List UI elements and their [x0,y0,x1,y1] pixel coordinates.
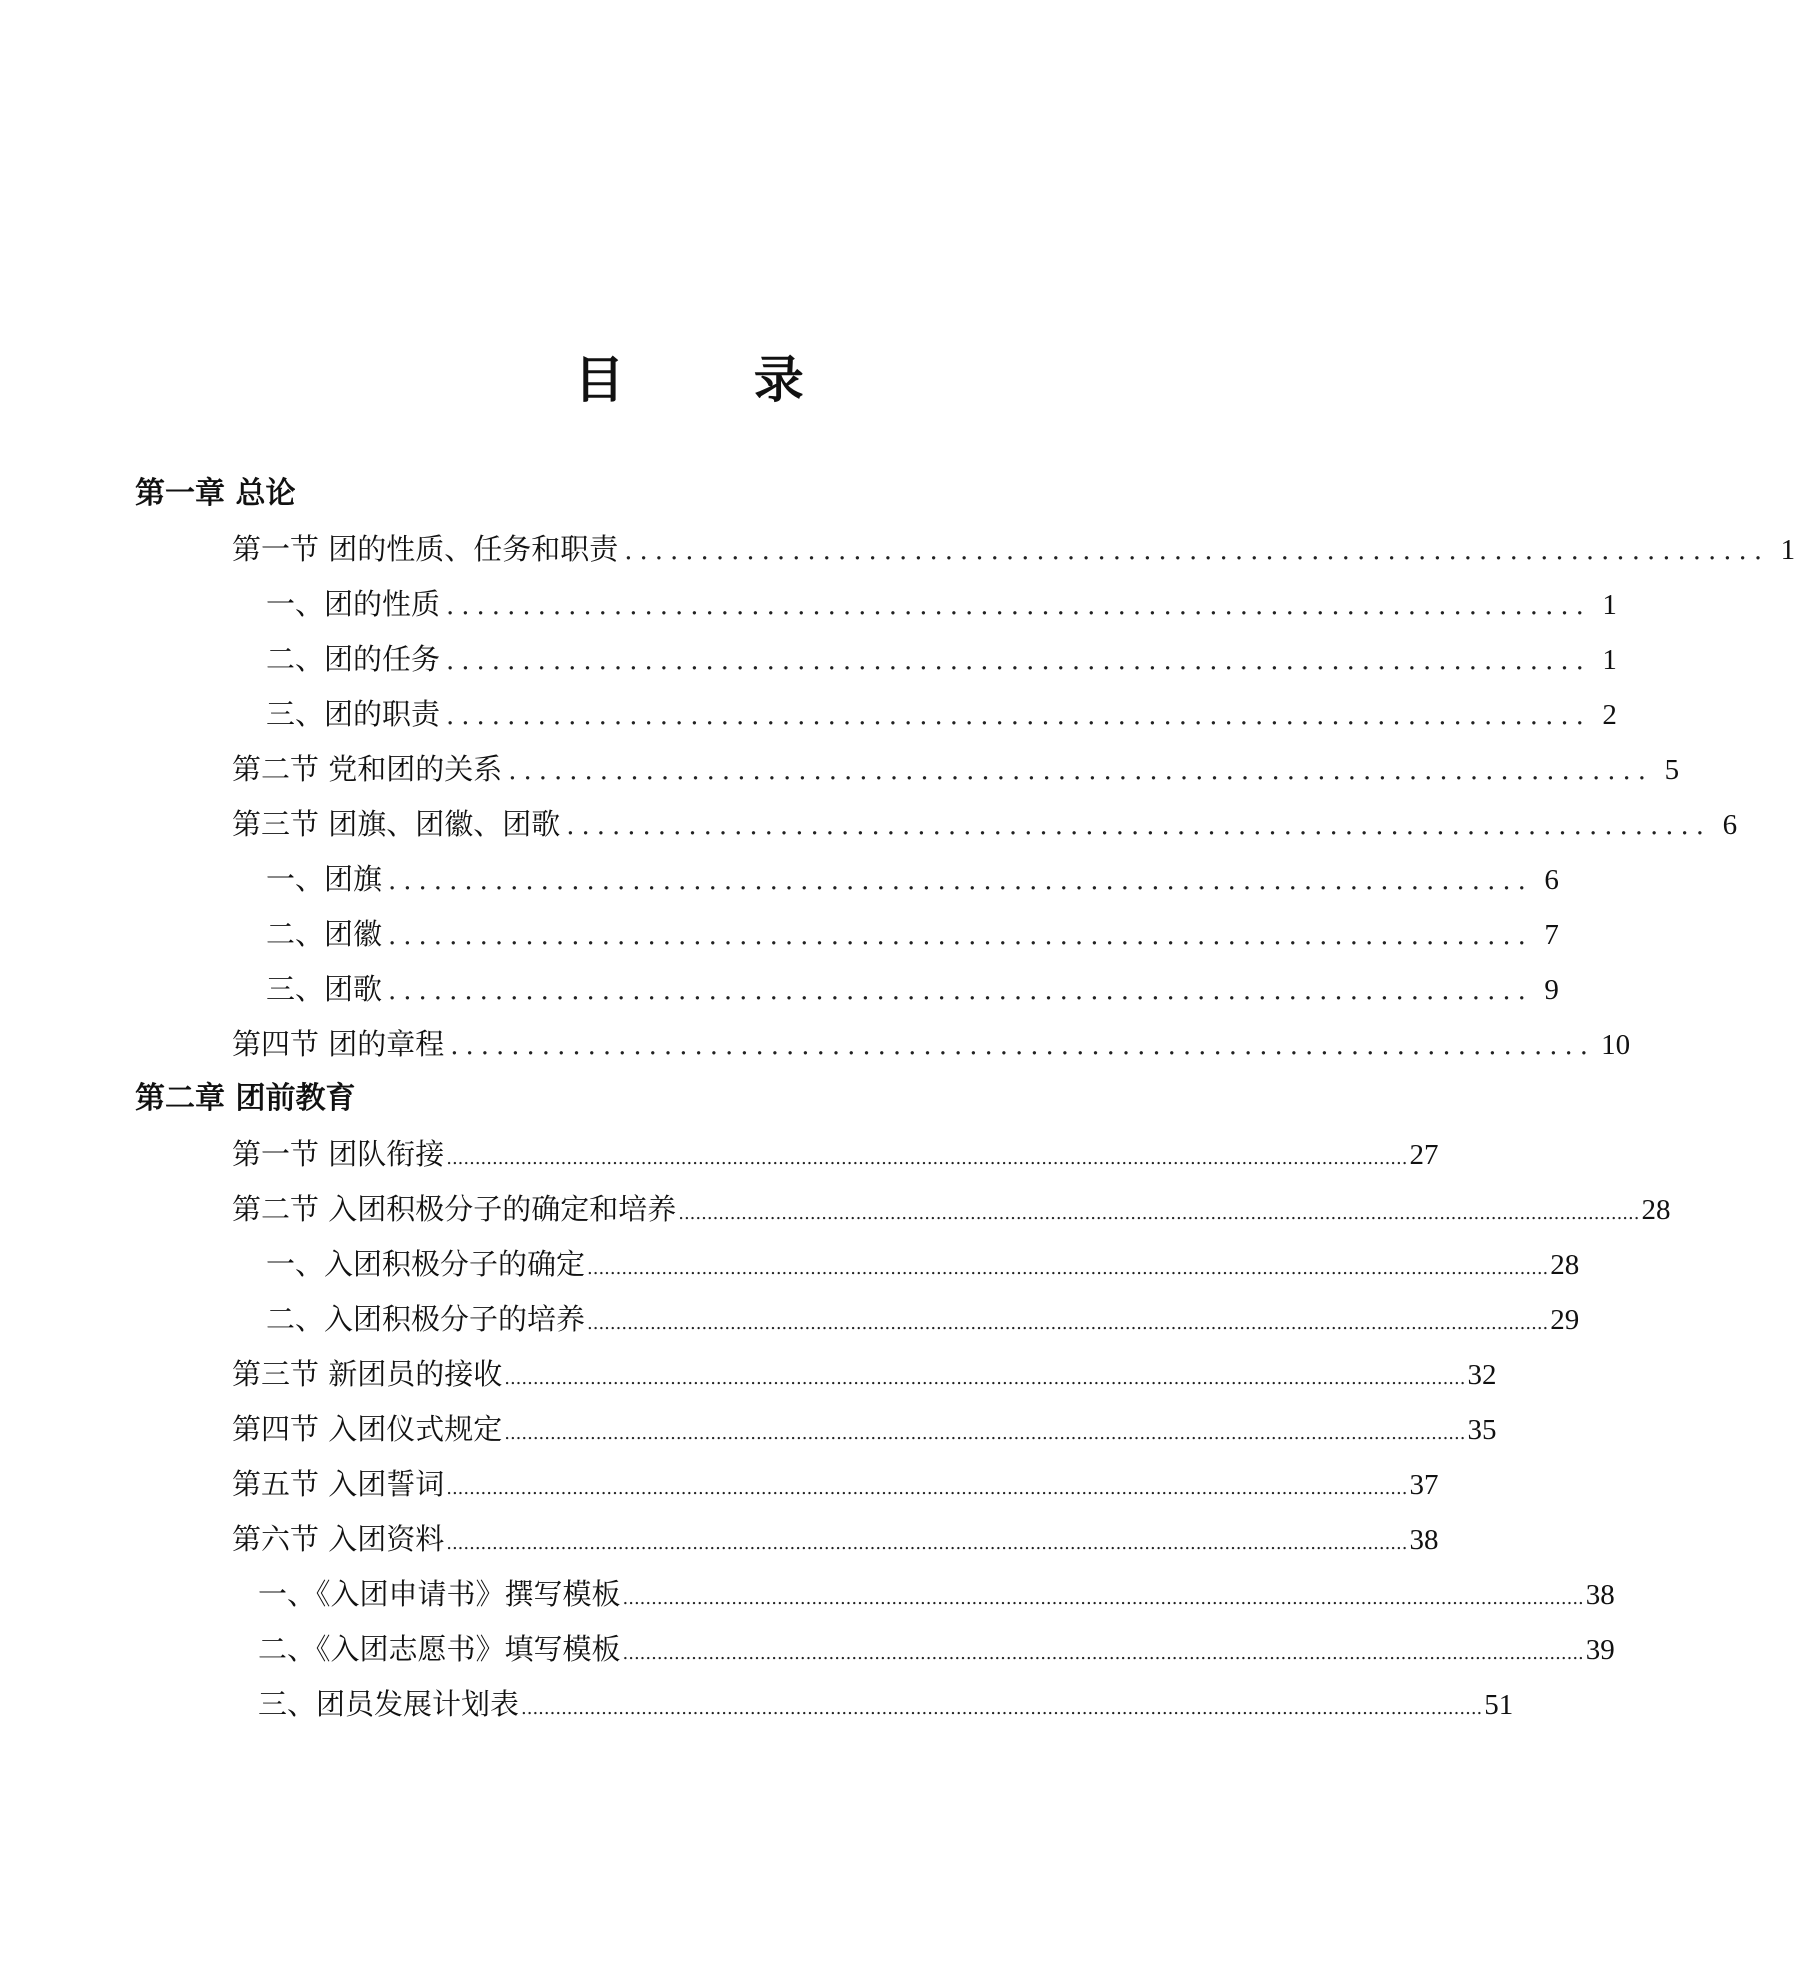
toc-entry-label: 三、团的职责 [266,697,441,731]
dot-leader: ........................................................................... [566,811,1712,841]
toc-entry-label: 一、团旗 [266,862,383,896]
toc-entry [266,1238,1580,1290]
toc-entry-page: 51 [1484,1689,1514,1721]
toc-entry [266,688,1617,740]
dot-leader: ........................................................................................................................................................................ [504,1423,1466,1444]
toc-entry-label: 二、《入团志愿书》填写模板 [258,1632,621,1666]
chapter-title: 第一章 总论 [135,476,296,511]
toc-entry-label: 一、入团积极分子的确定 [266,1247,586,1281]
toc-entry [232,1348,1497,1400]
dot-leader: ........................................................................... [446,591,1591,621]
toc-entry-page: 37 [1409,1469,1439,1501]
dot-leader: ........................................................................................................................................................................ [587,1313,1549,1334]
toc-entry-page: 7 [1544,919,1559,951]
toc-title: 目 录 [574,350,860,409]
toc-entry [266,578,1617,630]
toc-entry-page: 28 [1641,1194,1671,1226]
toc-entry [266,853,1559,905]
toc-entry-page: 10 [1601,1029,1631,1061]
toc-entry [266,1293,1580,1345]
dot-leader: ........................................................................................................................................................................ [678,1203,1640,1224]
toc-entry-page: 1 [1602,589,1617,621]
toc-entry [232,1183,1671,1235]
dot-leader: ........................................................................... [446,701,1591,731]
toc-entry-label: 第三节 团旗、团徽、团歌 [232,807,561,841]
toc-entry [232,743,1680,795]
toc-entry-label: 三、团员发展计划表 [258,1687,520,1721]
toc-entry-label: 三、团歌 [266,972,383,1006]
chapter-heading [135,468,1195,520]
dot-leader: ........................................................................... [508,756,1654,786]
toc-entry-page: 39 [1585,1634,1615,1666]
chapter-heading [135,1073,1195,1125]
toc-entry-label: 第一节 团的性质、任务和职责 [232,532,619,566]
toc-entry [232,1403,1497,1455]
dot-leader: ........................................................................................................................................................................ [622,1643,1584,1664]
dot-leader: ........................................................................................................................................................................ [446,1478,1408,1499]
toc-entry-page: 29 [1550,1304,1580,1336]
toc-entry-page: 28 [1550,1249,1580,1281]
dot-leader: ........................................................................... [388,866,1533,896]
toc-entry-page: 32 [1467,1359,1497,1391]
chapter-title: 第二章 团前教育 [135,1081,356,1116]
toc-entry-page: 38 [1409,1524,1439,1556]
toc-entry-page: 6 [1544,864,1559,896]
toc-entry-label: 第五节 入团誓词 [232,1467,445,1501]
toc-entry-label: 一、《入团申请书》撰写模板 [258,1577,621,1611]
toc-entry-label: 第三节 新团员的接收 [232,1357,503,1391]
toc-entry [232,1458,1439,1510]
toc-entry-label: 二、团徽 [266,917,383,951]
dot-leader: ........................................................................... [388,976,1533,1006]
toc-entry [266,963,1559,1015]
toc-entry-label: 二、入团积极分子的培养 [266,1302,586,1336]
toc-entry [258,1568,1615,1620]
toc-entry-label: 第四节 团的章程 [232,1027,445,1061]
dot-leader: ........................................................................................................................................................................ [504,1368,1466,1389]
toc-entry [258,1623,1615,1675]
toc-entry [266,633,1617,685]
toc-entry-page: 2 [1602,699,1617,731]
toc-entry-page: 5 [1664,754,1680,786]
toc-entry [232,1018,1631,1070]
toc-entry-label: 第二节 入团积极分子的确定和培养 [232,1192,677,1226]
toc-entry [258,1678,1514,1730]
toc-entry [266,908,1559,960]
toc-entry-page: 35 [1467,1414,1497,1446]
dot-leader: ........................................................................................................................................................................ [622,1588,1584,1609]
toc-entry-label: 一、团的性质 [266,587,441,621]
toc-entry-page: 9 [1544,974,1559,1006]
toc-entry-label: 二、团的任务 [266,642,441,676]
toc-entry-page: 38 [1585,1579,1615,1611]
dot-leader: ........................................................................................................................................................................ [446,1148,1408,1169]
toc-entry-page: 1 [1780,534,1795,566]
toc-entry [232,1513,1439,1565]
dot-leader: ........................................................................... [450,1031,1596,1061]
toc-entry [232,798,1738,850]
toc-entry-label: 第二节 党和团的关系 [232,752,503,786]
toc-entry-page: 1 [1602,644,1617,676]
dot-leader: ........................................................................................................................................................................ [446,1533,1408,1554]
toc-entry-page: 27 [1409,1139,1439,1171]
toc-entry [232,1128,1439,1180]
toc-entry-label: 第六节 入团资料 [232,1522,445,1556]
dot-leader: ........................................................................... [624,536,1770,566]
toc-entry-page: 6 [1722,809,1738,841]
toc-entry-label: 第四节 入团仪式规定 [232,1412,503,1446]
toc-entry-label: 第一节 团队衔接 [232,1137,445,1171]
toc-entry [232,523,1795,575]
dot-leader: ........................................................................................................................................................................ [521,1698,1483,1719]
dot-leader: ........................................................................... [388,921,1533,951]
dot-leader: ........................................................................... [446,646,1591,676]
dot-leader: ........................................................................................................................................................................ [587,1258,1549,1279]
